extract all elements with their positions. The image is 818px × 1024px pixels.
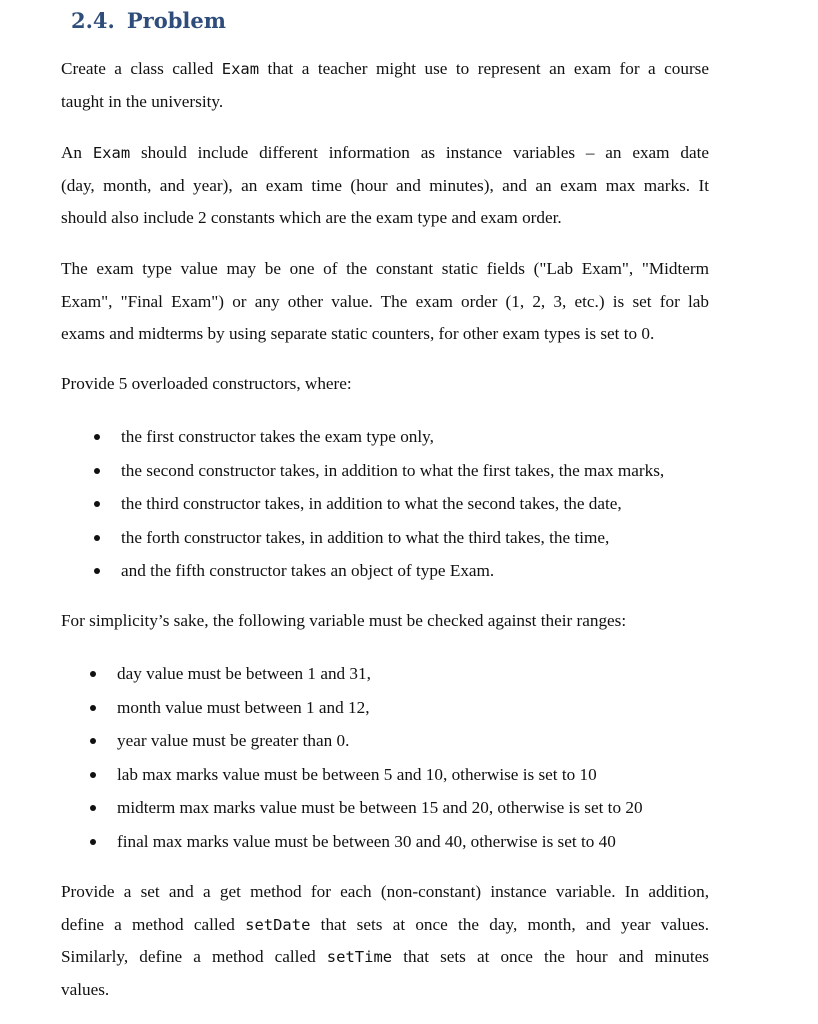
list-item-text: lab max marks value must be between 5 and 10, otherwise is set to 10 xyxy=(117,764,597,784)
text-run: that a teacher might use to represent an exam for a course xyxy=(259,59,709,78)
paragraph-line: values. xyxy=(61,979,110,999)
list-item xyxy=(61,791,643,825)
list-item-text: the third constructor takes, in addition to what the second takes, the date, xyxy=(121,494,622,513)
bullet-dot-icon xyxy=(90,839,96,845)
section-title: Problem xyxy=(126,8,226,33)
paragraph-methods xyxy=(61,876,709,1006)
text-run: Similarly, define a method called xyxy=(61,947,327,966)
list-item-text: the forth constructor takes, in addition to what the third takes, the time, xyxy=(121,527,610,547)
text-run: should include different information as instance variables – an exam date xyxy=(130,143,709,162)
text-run: An xyxy=(61,143,93,162)
text-run: that sets at once the day, month, and year values. xyxy=(310,914,709,934)
bullet-dot-icon xyxy=(90,738,96,744)
list-item-text: final max marks value must be between 30 and 40, otherwise is set to 40 xyxy=(117,831,616,851)
list-item xyxy=(61,554,664,588)
paragraph-line xyxy=(61,137,709,170)
paragraph-instance-variables xyxy=(61,137,709,235)
list-item-text: the first constructor takes the exam type only, xyxy=(121,427,434,446)
text-run: Create a class called xyxy=(61,59,222,78)
bullet-dot-icon xyxy=(90,705,96,711)
bullet-dot-icon xyxy=(90,671,96,677)
paragraph-line: exams and midterms by using separate static counters, for other exam types is set to 0. xyxy=(61,324,655,343)
list-item-text: year value must be greater than 0. xyxy=(117,731,350,750)
list-item xyxy=(61,657,643,691)
range-list xyxy=(61,657,643,858)
list-item-text: the second constructor takes, in addition to what the first takes, the max marks, xyxy=(121,460,665,480)
list-item-text: day value must be between 1 and 31, xyxy=(117,664,371,683)
list-item-text: and the fifth constructor takes an object of type Exam. xyxy=(121,561,495,580)
bullet-dot-icon xyxy=(94,535,100,541)
paragraph-intro xyxy=(61,53,709,118)
section-heading xyxy=(71,8,226,33)
paragraph-line: (day, month, and year), an exam time (hour and minutes), and an exam max marks. It xyxy=(61,175,709,195)
list-item xyxy=(61,420,664,454)
list-item-text: month value must between 1 and 12, xyxy=(117,697,370,717)
list-item xyxy=(61,454,664,488)
list-item-text: midterm max marks value must be between 15 and 20, otherwise is set to 20 xyxy=(117,798,643,817)
bullet-dot-icon xyxy=(94,434,100,440)
list-item xyxy=(61,487,664,521)
list-item xyxy=(61,724,643,758)
code-method-name: setTime xyxy=(326,948,393,966)
list-item xyxy=(61,691,643,725)
bullet-dot-icon xyxy=(90,772,96,778)
bullet-dot-icon xyxy=(94,501,100,507)
section-number: 2.4. xyxy=(71,8,115,33)
paragraph-constructors-intro: Provide 5 overloaded constructors, where: xyxy=(61,374,352,393)
paragraph-line: taught in the university. xyxy=(61,91,224,111)
text-run: that sets at once the hour and minutes xyxy=(392,947,709,966)
code-class-name: Exam xyxy=(92,144,131,162)
list-item xyxy=(61,521,664,555)
list-item xyxy=(61,758,643,792)
code-method-name: setDate xyxy=(245,915,311,934)
paragraph-line xyxy=(61,53,709,86)
paragraph-exam-type xyxy=(61,253,709,351)
paragraph-line: The exam type value may be one of the constant static fields ("Lab Exam", "Midterm xyxy=(61,259,709,278)
bullet-dot-icon xyxy=(90,805,96,811)
paragraph-line: should also include 2 constants which are the exam type and exam order. xyxy=(61,208,562,227)
text-run: define a method called xyxy=(61,914,246,934)
paragraph-line xyxy=(61,909,709,942)
list-item xyxy=(61,825,643,859)
constructor-list xyxy=(61,420,664,588)
code-class-name: Exam xyxy=(221,60,260,78)
paragraph-ranges-intro: For simplicity’s sake, the following variable must be checked against their ranges: xyxy=(61,611,627,630)
bullet-dot-icon xyxy=(94,468,100,474)
paragraph-line: Exam", "Final Exam") or any other value. The exam order (1, 2, 3, etc.) is set for lab xyxy=(61,291,709,311)
paragraph-line xyxy=(61,941,709,974)
paragraph-line: Provide a set and a get method for each (non-constant) instance variable. In addition, xyxy=(61,882,709,901)
bullet-dot-icon xyxy=(94,568,100,574)
